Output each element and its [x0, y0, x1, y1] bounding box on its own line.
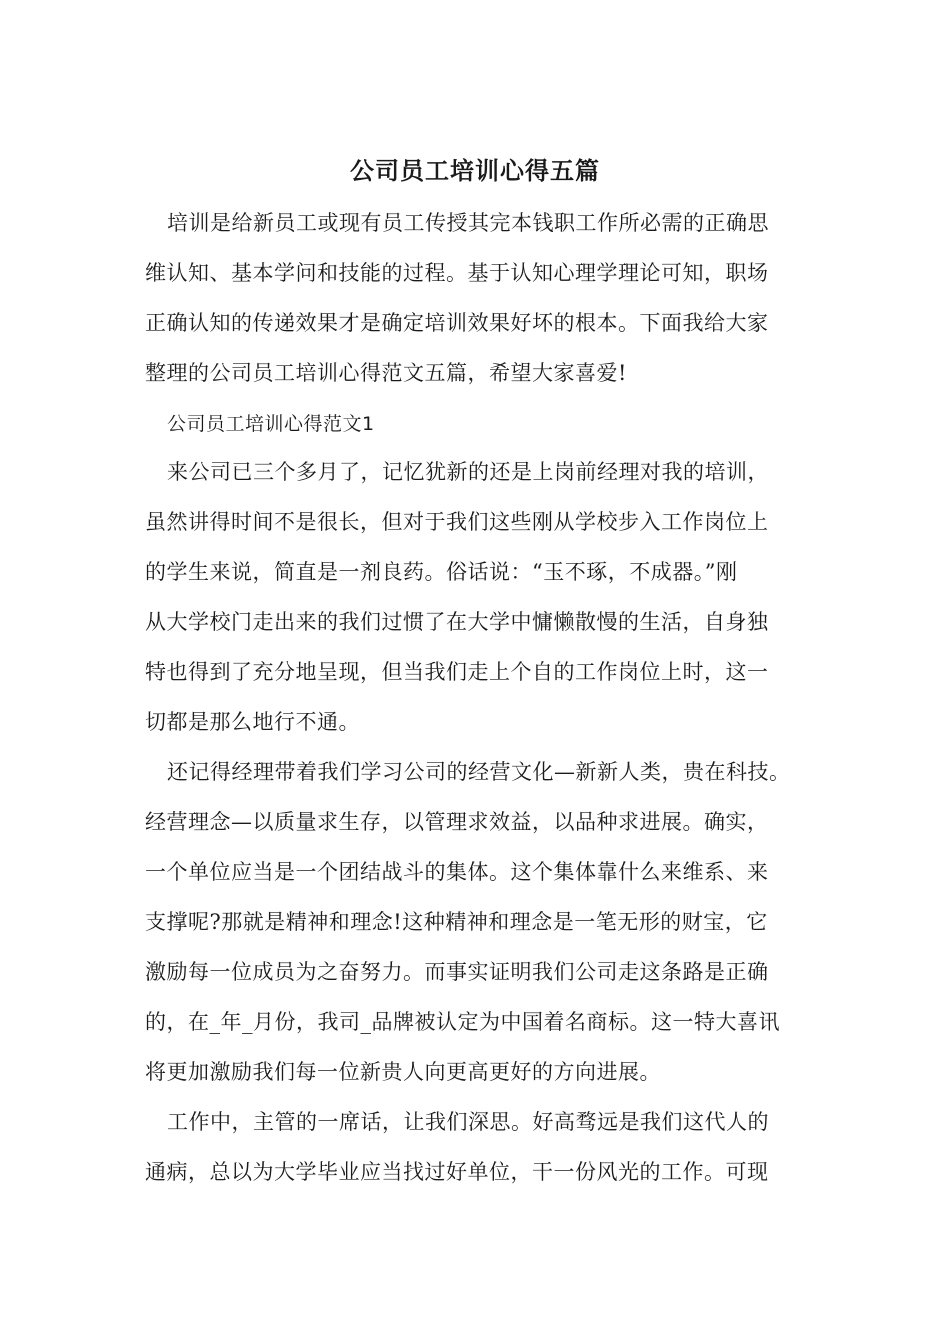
paragraph-line: 通病，总以为大学毕业应当找过好单位，干一份风光的工作。可现	[145, 1160, 769, 1184]
paragraph-line: 激励每一位成员为之奋努力。而事实证明我们公司走这条路是正确	[145, 960, 769, 984]
paragraph-line: 培训是给新员工或现有员工传授其完本钱职工作所必需的正确思	[167, 211, 769, 235]
document-title: 公司员工培训心得五篇	[350, 156, 600, 185]
paragraph-line: 的学生来说，简直是一剂良药。俗话说：“玉不琢，不成器。”刚	[145, 560, 738, 584]
paragraph-line: 来公司已三个多月了，记忆犹新的还是上岗前经理对我的培训，	[167, 460, 769, 484]
paragraph-line: 一个单位应当是一个团结战斗的集体。这个集体靠什么来维系、来	[145, 860, 769, 884]
paragraph-line: 切都是那么地行不通。	[145, 710, 360, 734]
paragraph-line: 整理的公司员工培训心得范文五篇，希望大家喜爱!	[145, 361, 627, 385]
paragraph-line: 经营理念—以质量求生存，以管理求效益，以品种求进展。确实，	[145, 810, 769, 834]
paragraph-line: 工作中，主管的一席话，让我们深思。好高骛远是我们这代人的	[167, 1110, 769, 1134]
section-heading: 公司员工培训心得范文1	[167, 413, 375, 435]
paragraph-line: 将更加激励我们每一位新贵人向更高更好的方向进展。	[145, 1060, 661, 1084]
paragraph-line: 特也得到了充分地呈现，但当我们走上个自的工作岗位上时，这一	[145, 660, 769, 684]
paragraph-line: 正确认知的传递效果才是确定培训效果好坏的根本。下面我给大家	[145, 311, 769, 335]
paragraph-line: 还记得经理带着我们学习公司的经营文化—新新人类，贵在科技。	[167, 760, 791, 784]
paragraph-line: 从大学校门走出来的我们过惯了在大学中慵懒散慢的生活，自身独	[145, 610, 769, 634]
paragraph-line: 的，在_年_月份，我司_品牌被认定为中国着名商标。这一特大喜讯	[145, 1010, 780, 1034]
paragraph-line: 虽然讲得时间不是很长，但对于我们这些刚从学校步入工作岗位上	[145, 510, 769, 534]
paragraph-line: 维认知、基本学问和技能的过程。基于认知心理学理论可知，职场	[145, 261, 769, 285]
paragraph-line: 支撑呢?那就是精神和理念!这种精神和理念是一笔无形的财宝，它	[145, 910, 768, 934]
